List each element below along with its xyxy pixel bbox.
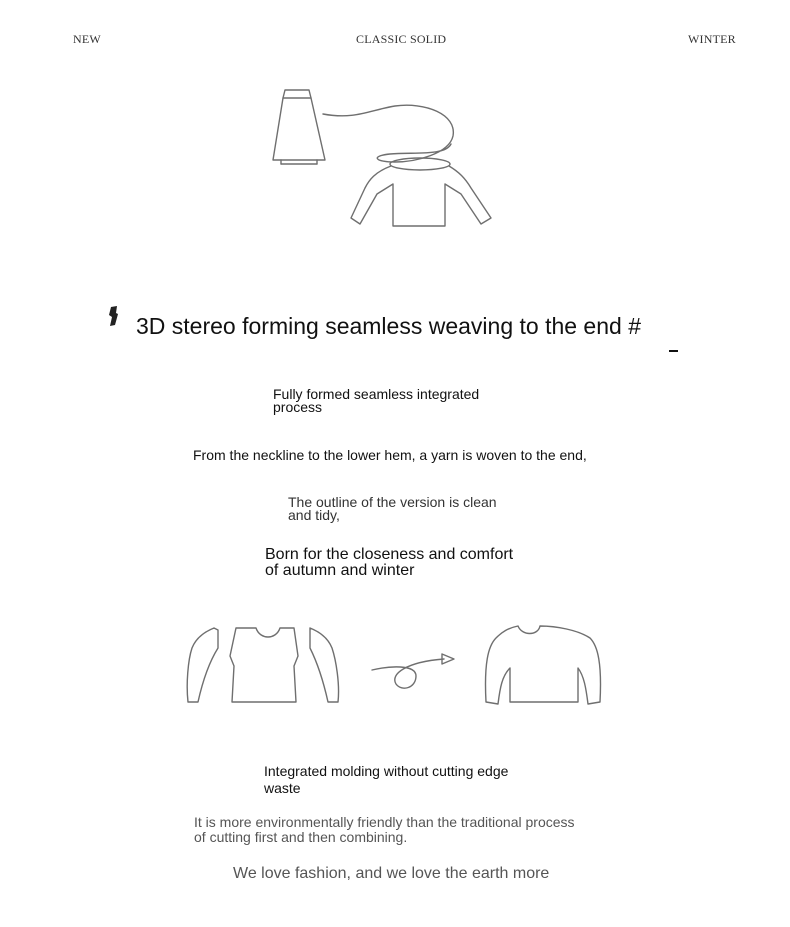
text-born-for: Born for the closeness and comfort — [265, 546, 514, 563]
text-environment: It is more environmentally friendly than the traditional process — [194, 814, 575, 830]
text-waste: waste — [264, 780, 301, 796]
text-fully-formed: Fully formed seamless integrated — [273, 386, 480, 402]
text-integrated-molding: Integrated molding without cutting edge — [264, 763, 509, 779]
underscore-mark — [669, 350, 678, 352]
text-love-earth: We love fashion, and we love the earth more — [233, 865, 550, 882]
sweater-pieces-to-whole-sweater-illustration — [184, 624, 604, 714]
brush-mark-icon — [107, 305, 121, 329]
text-tidy: and tidy, — [288, 507, 340, 523]
header-winter: WINTER — [688, 32, 736, 46]
text-neckline: From the neckline to the lower hem, a yarn is woven to the end, — [193, 447, 587, 463]
text-process: process — [273, 399, 323, 415]
text-outline: The outline of the version is clean — [288, 494, 497, 510]
text-cutting-first: of cutting first and then combining. — [194, 829, 408, 845]
yarn-cone-to-sweater-illustration — [265, 84, 495, 234]
header-classic-solid: CLASSIC SOLID — [356, 32, 447, 46]
header-new: NEW — [73, 32, 101, 46]
headline: 3D stereo forming seamless weaving to the end # — [136, 313, 641, 339]
text-autumn-winter: of autumn and winter — [265, 562, 415, 579]
